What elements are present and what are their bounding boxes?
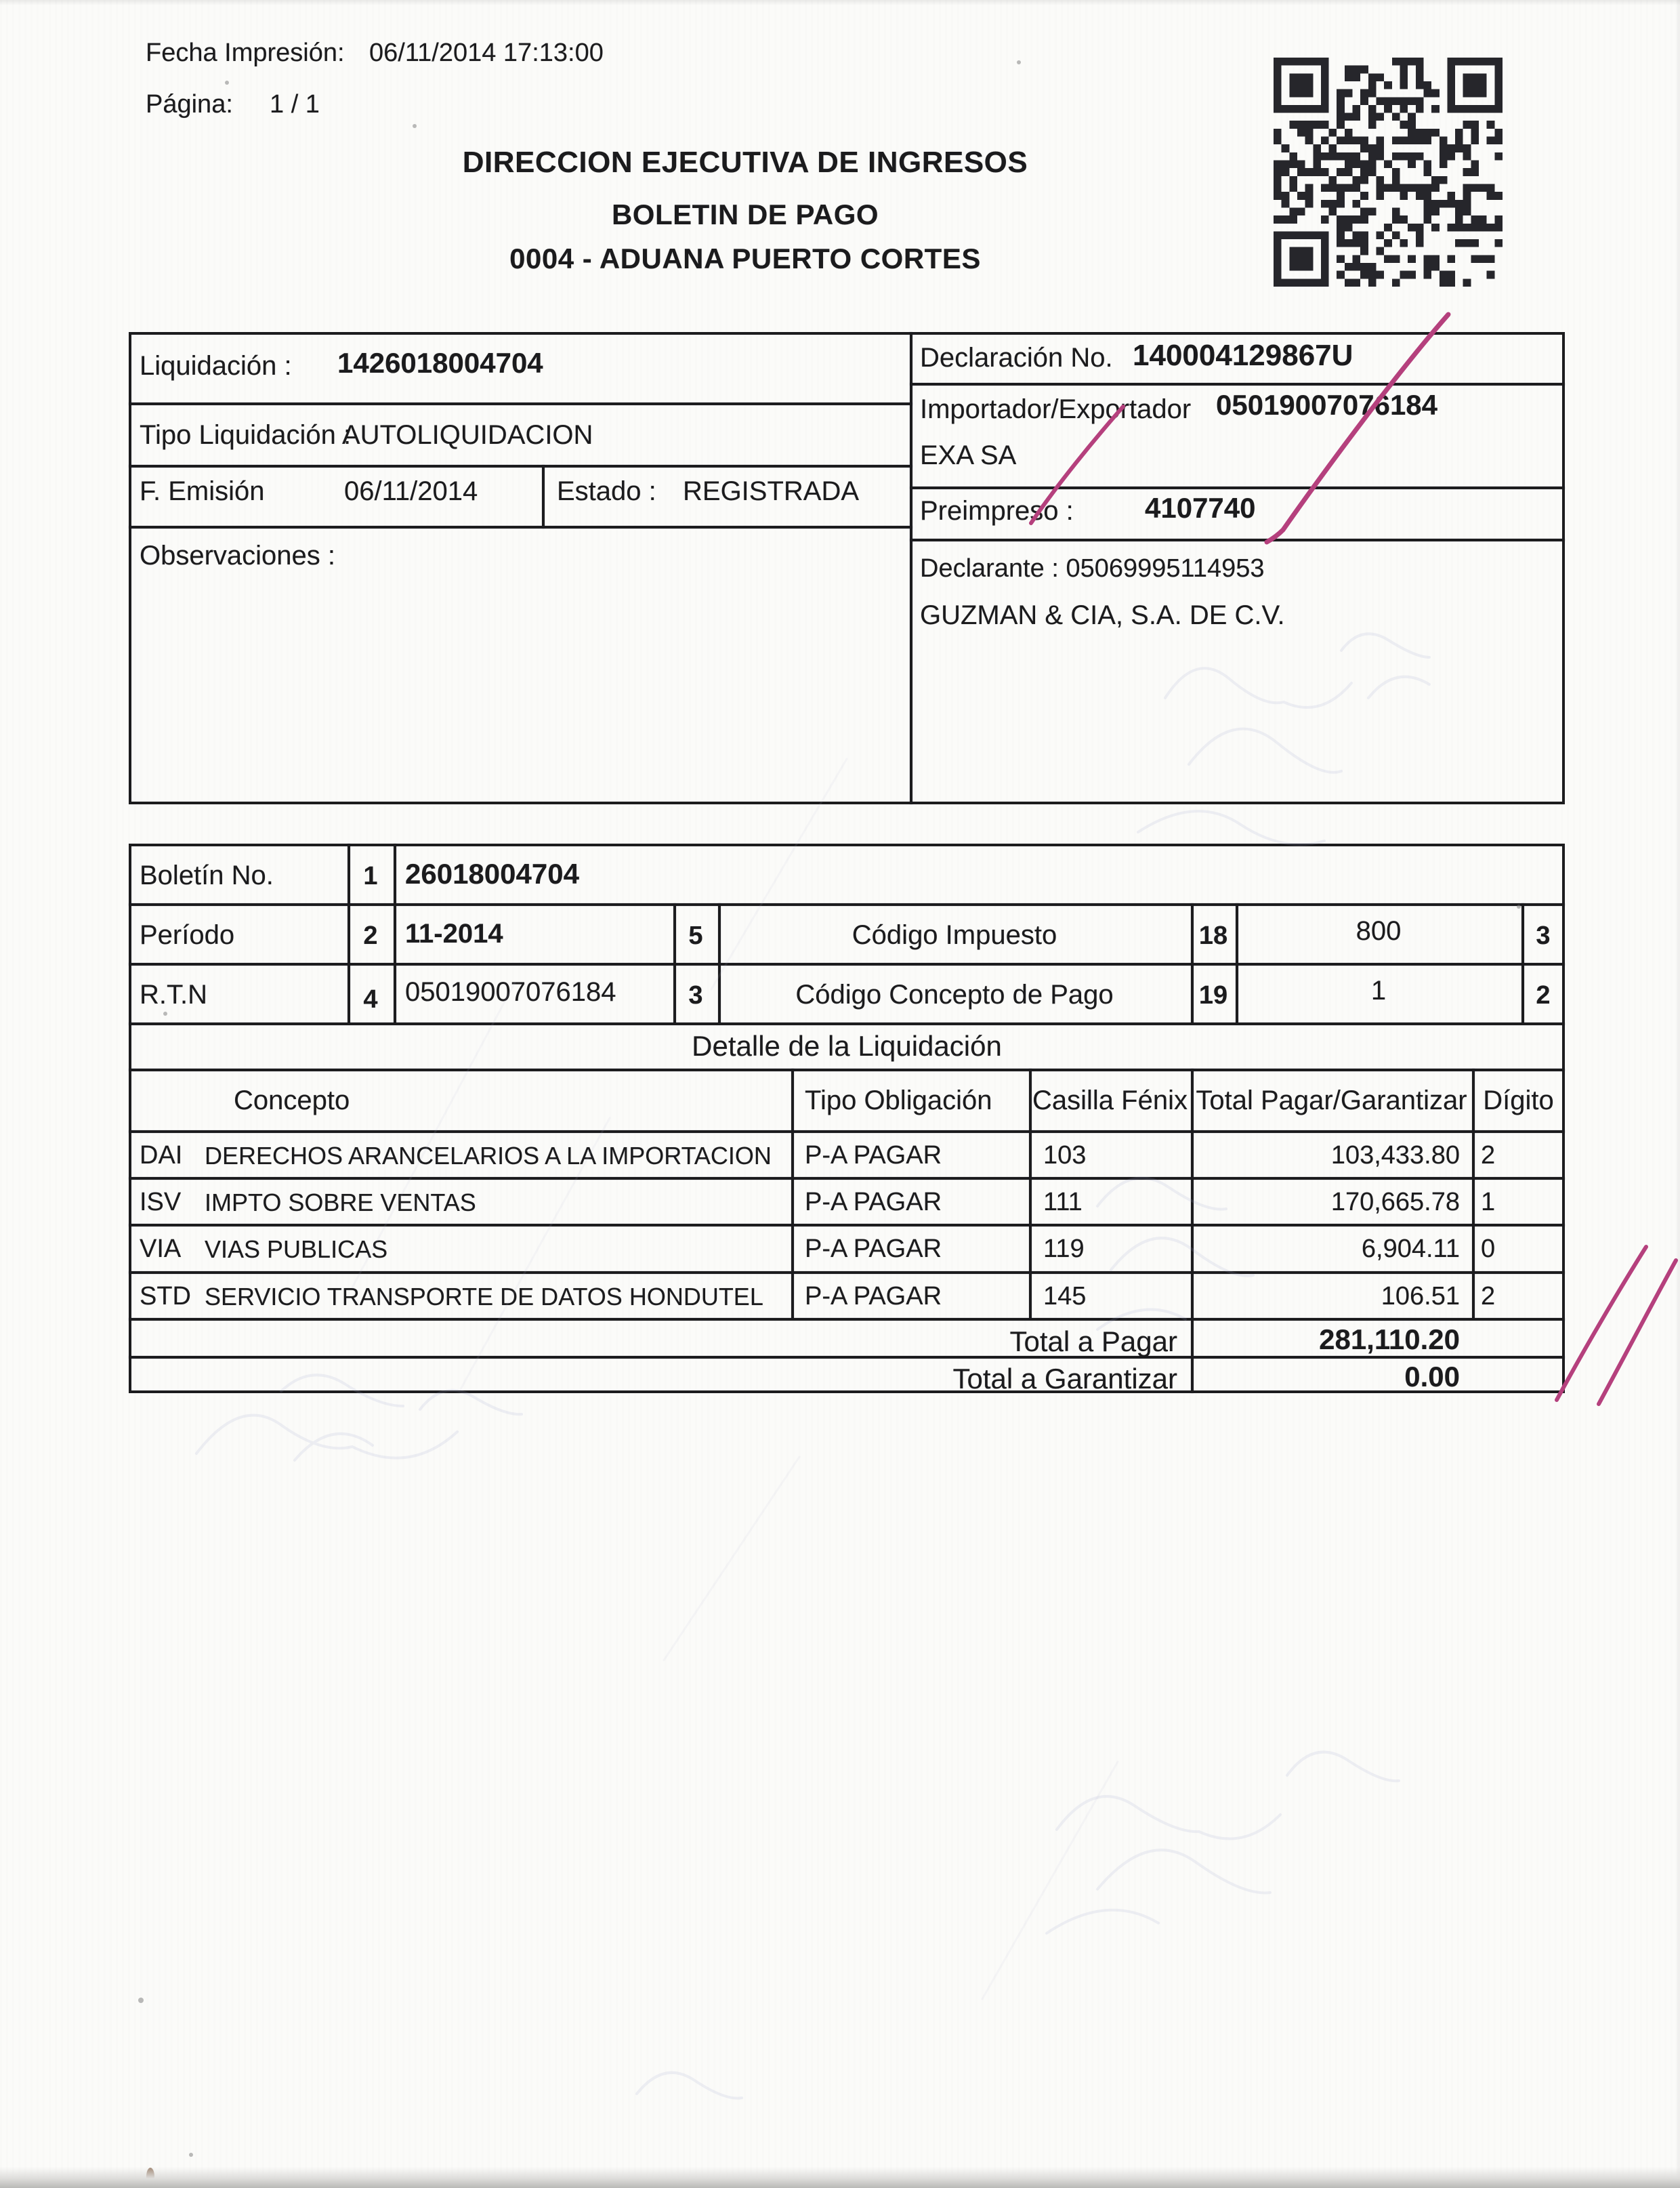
row-total: 6,904.11 [1361,1235,1460,1263]
preimpreso-label: Preimpreso : [920,496,1074,526]
importador-label: Importador/Exportador [920,394,1192,424]
codigo-impuesto-value: 800 [1356,916,1402,946]
row-code: VIA [140,1235,182,1263]
codigo-impuesto-digito: 3 [1536,922,1551,950]
row-digito: 2 [1481,1141,1496,1170]
codigo-impuesto-label: Código Impuesto [852,920,1057,950]
row-digito: 0 [1481,1235,1496,1263]
row-total: 106.51 [1381,1282,1460,1310]
tipo-liquidacion-label: Tipo Liquidación : [140,420,352,450]
total-garantizar-value: 0.00 [1404,1361,1460,1392]
rtn-box2: 3 [688,981,703,1010]
scan-edge-right [1675,0,1680,2188]
declarante-line [920,554,1265,583]
boletin-no-value: 26018004704 [405,858,579,890]
row-casilla: 145 [1043,1282,1087,1310]
declaracion-value: 140004129867U [1133,339,1353,372]
qr-code [1274,58,1503,287]
estado-label: Estado : [557,476,656,506]
row-total: 170,665.78 [1330,1188,1460,1216]
codigo-impuesto-box: 18 [1198,922,1228,950]
page-number-value: 1 / 1 [270,90,320,119]
row-concepto: IMPTO SOBRE VENTAS [205,1189,476,1216]
preimpreso-value: 4107740 [1145,492,1256,524]
declarante-label: Declarante : [920,554,1059,583]
f-emision-label: F. Emisión [140,476,265,506]
row-code: DAI [140,1141,183,1170]
detalle-title: Detalle de la Liquidación [692,1030,1002,1062]
page-number-label: Página: [146,90,233,119]
scan-edge-bottom [0,2167,1680,2188]
total-pagar-label: Total a Pagar [1009,1325,1177,1357]
doc-title: BOLETIN DE PAGO [611,199,879,230]
periodo-box2: 5 [688,922,703,950]
row-digito: 1 [1481,1188,1496,1216]
row-code: STD [140,1282,191,1310]
row-total: 103,433.80 [1330,1141,1460,1170]
row-digito: 2 [1481,1282,1496,1310]
row-concepto: VIAS PUBLICAS [205,1235,388,1263]
f-emision-value: 06/11/2014 [344,476,478,506]
row-casilla: 119 [1043,1235,1085,1263]
codigo-concepto-digito: 2 [1536,981,1551,1010]
row-casilla: 111 [1043,1188,1083,1216]
rtn-box: 4 [363,985,378,1014]
boletin-no-box: 1 [363,862,378,890]
codigo-concepto-value: 1 [1370,976,1387,1006]
print-date-label: Fecha Impresión: [146,39,345,67]
row-concepto: DERECHOS ARANCELARIOS A LA IMPORTACION [205,1142,772,1170]
codigo-concepto-label: Código Concepto de Pago [795,980,1114,1010]
declarante-nombre: GUZMAN & CIA, S.A. DE C.V. [920,600,1285,630]
col-tipo-obligacion: Tipo Obligación [805,1086,992,1115]
total-pagar-value: 281,110.20 [1319,1323,1460,1355]
row-tipo: P-A PAGAR [805,1141,942,1170]
importador-value: 05019007076184 [1216,389,1438,421]
periodo-value: 11-2014 [405,919,503,949]
col-concepto: Concepto [234,1086,350,1115]
observaciones-label: Observaciones : [140,541,336,571]
print-date-value: 06/11/2014 17:13:00 [369,39,604,67]
office-title: 0004 - ADUANA PUERTO CORTES [509,243,981,274]
periodo-box: 2 [363,922,378,950]
liquidacion-value: 1426018004704 [337,347,543,379]
row-tipo: P-A PAGAR [805,1282,942,1310]
row-code: ISV [140,1188,182,1216]
total-garantizar-label: Total a Garantizar [952,1363,1177,1395]
declaracion-label: Declaración No. [920,343,1113,373]
col-digito: Dígito [1483,1086,1554,1115]
rtn-label: R.T.N [140,980,207,1010]
declarante-value: 05069995114953 [1066,554,1265,583]
liquidacion-label: Liquidación : [140,351,292,381]
boletin-no-label: Boletín No. [140,861,274,890]
org-title: DIRECCION EJECUTIVA DE INGRESOS [462,146,1028,179]
rtn-value: 05019007076184 [405,977,616,1007]
estado-value: REGISTRADA [683,476,860,506]
tipo-liquidacion-value: AUTOLIQUIDACION [342,420,593,450]
row-tipo: P-A PAGAR [805,1188,942,1216]
scan-edge-top [0,0,1680,5]
codigo-concepto-box: 19 [1198,981,1228,1010]
importador-nombre: EXA SA [920,440,1017,470]
periodo-label: Período [140,920,235,950]
col-casilla-fenix: Casilla Fénix [1032,1086,1188,1115]
row-tipo: P-A PAGAR [805,1235,942,1263]
row-casilla: 103 [1043,1141,1087,1170]
row-concepto: SERVICIO TRANSPORTE DE DATOS HONDUTEL [205,1283,763,1310]
col-total: Total Pagar/Garantizar [1196,1086,1467,1115]
